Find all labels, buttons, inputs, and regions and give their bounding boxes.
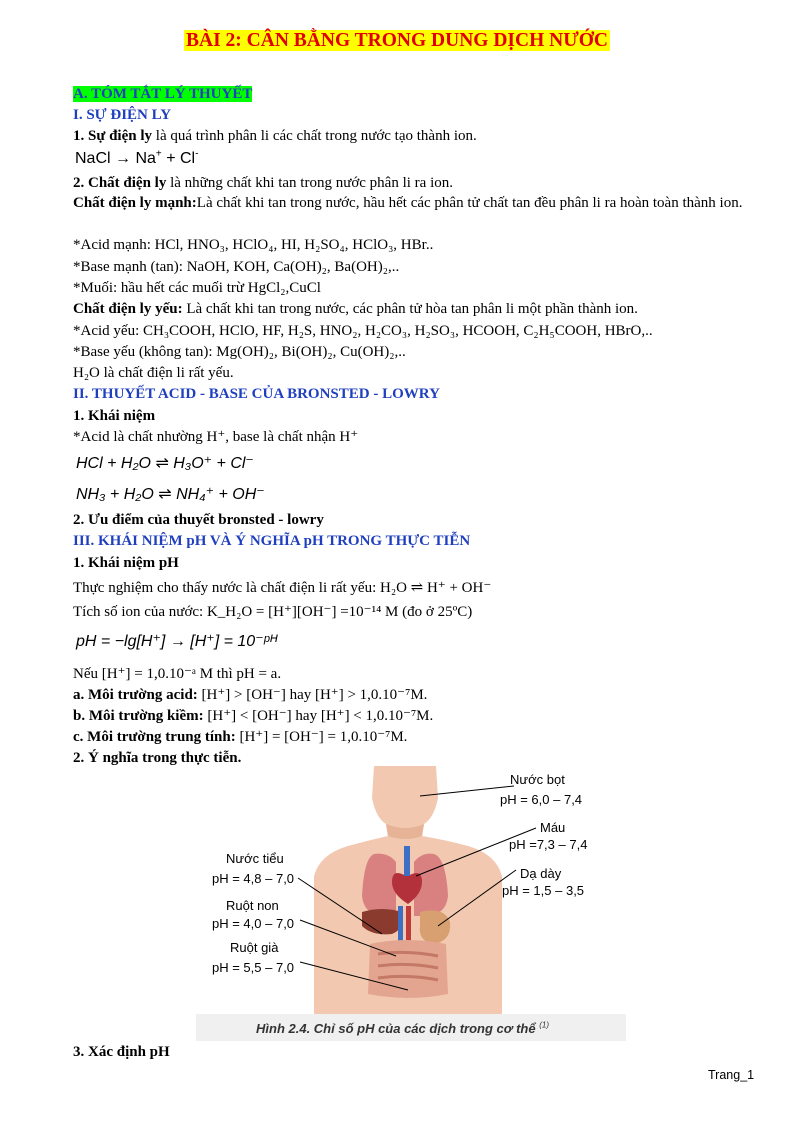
electrolysis-definition <box>73 126 477 146</box>
lesson-title <box>0 30 794 52</box>
neutral-environment <box>73 727 407 747</box>
electrolyte-definition <box>73 173 453 193</box>
eq-arrow: → <box>115 150 132 167</box>
small-intestine-label: Ruột non <box>226 898 279 913</box>
nh3-equation: NH₃ + H₂O ⇌ NH₄⁺ + OH⁻ <box>76 486 265 503</box>
acid-environment <box>73 685 427 705</box>
ph-formula: pH = −lg[H⁺] → [H⁺] = 10⁻ᵖᴴ <box>76 633 278 650</box>
blood-label: Máu <box>540 820 566 835</box>
body-ph-figure <box>196 766 626 1041</box>
large-intestine-ph: pH = 5,5 – 7,0 <box>212 960 295 975</box>
concept-heading: 1. Khái niệm <box>73 408 156 424</box>
hcl-equation: HCl + H₂O ⇌ H₃O⁺ + Cl⁻ <box>76 455 254 472</box>
meaning-heading: 2. Ý nghĩa trong thực tiễn. <box>73 750 242 766</box>
large-intestine-label: Ruột già <box>230 940 279 955</box>
section-a-label: A. TÓM TẮT LÝ THUYẾT <box>73 86 253 102</box>
weak-bases: *Base yếu (không tan): Mg(OH)₂, Bi(OH)₂, Cu(OH)₂,.. <box>73 344 406 360</box>
neutral-condition: [H⁺] = [OH⁻] = 1,0.10⁻⁷M. <box>235 729 408 745</box>
term-weak-electrolyte: Chất điện ly yếu: <box>73 301 183 317</box>
intestines-icon <box>368 940 448 998</box>
section-1-heading: I. SỰ ĐIỆN LY <box>73 107 172 123</box>
acid-condition: [H⁺] > [OH⁻] hay [H⁺] > 1,0.10⁻⁷M. <box>197 687 428 703</box>
saliva-ph: pH = 6,0 – 7,4 <box>500 792 583 807</box>
term-acid-env: a. Môi trường acid: <box>73 687 198 703</box>
term-electrolysis: 1. Sự điện ly <box>73 128 153 144</box>
term-base-env: b. Môi trường kiềm: <box>73 708 204 724</box>
definition-text: Là chất khi tan trong nước, các phân tử hòa tan phân li một phần thành ion. <box>182 301 638 317</box>
figure-caption-text: Hình 2.4. Chỉ số pH của các dịch trong cơ thể <box>256 1021 536 1036</box>
term-neutral-env: c. Môi trường trung tính: <box>73 729 236 745</box>
definition-text: là quá trình phân li các chất trong nước tạo thành ion. <box>152 128 477 144</box>
definition-text: là những chất khi tan trong nước phân li ra ion. <box>166 175 453 191</box>
eq-cl: + Cl <box>161 150 196 167</box>
eq-na-charge: + <box>155 148 162 160</box>
term-strong-electrolyte: Chất điện ly mạnh: <box>73 195 197 211</box>
urine-label: Nước tiểu <box>226 851 284 866</box>
section-3-heading: III. KHÁI NIỆM pH VÀ Ý NGHĨA pH TRONG THỰC TIỄN <box>73 533 471 549</box>
weak-electrolyte-definition <box>73 299 638 319</box>
weak-acids: *Acid yếu: CH₃COOH, HClO, HF, H₂S, HNO₂, H₂CO₃, H₂SO₃, HCOOH, C₂H₅COOH, HBrO,.. <box>73 323 653 339</box>
ph-rule: Nếu [H⁺] = 1,0.10⁻ᵃ M thì pH = a. <box>73 666 282 682</box>
stomach-label: Dạ dày <box>520 866 562 881</box>
strong-acids: *Acid mạnh: HCl, HNO₃, HClO₄, HI, H₂SO₄, HClO₃, HBr.. <box>73 237 434 253</box>
water-note: H₂O là chất điện li rất yếu. <box>73 365 234 381</box>
definition-text: Là chất khi tan trong nước, hầu hết các phân tử chất tan đều phân li ra hoàn toàn thành ion. <box>196 195 743 211</box>
strong-electrolyte-definition <box>73 193 763 214</box>
base-condition: [H⁺] < [OH⁻] hay [H⁺] < 1,0.10⁻⁷M. <box>203 708 434 724</box>
urine-ph: pH = 4,8 – 7,0 <box>212 871 295 886</box>
figure-caption-ref: (1) <box>539 1020 550 1030</box>
ph-concept-heading: 1. Khái niệm pH <box>73 555 179 571</box>
blood-ph: pH =7,3 – 7,4 <box>509 837 588 852</box>
term-electrolyte: 2. Chất điện ly <box>73 175 167 191</box>
figure-caption <box>256 1021 549 1036</box>
eq-cl-charge: - <box>195 148 199 160</box>
small-intestine-ph: pH = 4,0 – 7,0 <box>212 916 295 931</box>
saliva-label: Nước bọt <box>510 772 565 787</box>
eq-reactant: NaCl <box>75 150 111 167</box>
section-2-heading: II. THUYẾT ACID - BASE CỦA BRONSTED - LOWRY <box>73 386 440 402</box>
stomach-ph: pH = 1,5 – 3,5 <box>502 883 585 898</box>
nacl-equation <box>75 149 198 169</box>
determine-ph-heading: 3. Xác định pH <box>73 1044 170 1060</box>
bronsted-definition: *Acid là chất nhường H⁺, base là chất nhận H⁺ <box>73 429 359 445</box>
page-number: Trang_1 <box>708 1068 755 1082</box>
eq-na: Na <box>135 150 156 167</box>
water-ion-product: Tích số ion của nước: K_H₂O = [H⁺][OH⁻] =10⁻¹⁴ M (đo ở 25ºC) <box>73 604 473 620</box>
section-a-heading <box>73 84 252 104</box>
base-environment <box>73 706 433 726</box>
strong-bases: *Base mạnh (tan): NaOH, KOH, Ca(OH)₂, Ba(OH)₂,.. <box>73 259 400 275</box>
salts: *Muối: hầu hết các muối trừ HgCl₂,CuCl <box>73 280 321 296</box>
lesson-title-text: BÀI 2: CÂN BẰNG TRONG DUNG DỊCH NƯỚC <box>186 30 608 51</box>
water-dissociation: Thực nghiệm cho thấy nước là chất điện li rất yếu: H₂O ⇌ H⁺ + OH⁻ <box>73 580 492 596</box>
advantage-heading: 2. Ưu điểm của thuyết bronsted - lowry <box>73 512 324 528</box>
